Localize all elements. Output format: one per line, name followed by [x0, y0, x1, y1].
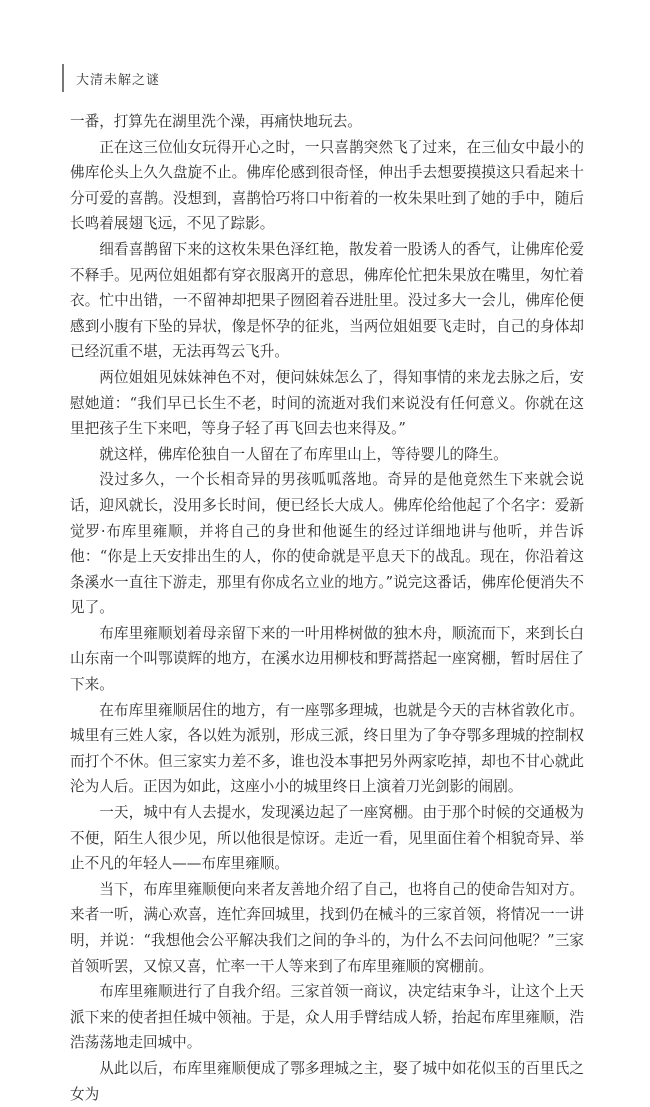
paragraph: 布库里雍顺划着母亲留下来的一叶用桦树做的独木舟，顺流而下，来到长白山东南一个叫鄂谟辉的地方，在溪水边用柳枝和野蒿搭起一座窝棚，暂时居住了下来。: [70, 624, 584, 694]
paragraph: 正在这三位仙女玩得开心之时，一只喜鹊突然飞了过来，在三仙女中最小的佛库伦头上久久盘旋不止。佛库伦感到很奇怪，伸出手去想要摸摸这只看起来十分可爱的喜鹊。没想到，喜鹊恰巧将口中衔着的一枚朱果吐到了她的手中，随后长鸣着展翅飞远，不见了踪影。: [70, 138, 584, 233]
paragraph: 一天，城中有人去提水，发现溪边起了一座窝棚。由于那个时候的交通极为不便，陌生人很少见，所以他很是惊讶。走近一看，见里面住着个相貌奇异、举止不凡的年轻人——布库里雍顺。: [70, 804, 584, 873]
paragraph: 两位姐姐见妹妹神色不对，便问妹妹怎么了，得知事情的来龙去脉之后，安慰她道：“我们早已长生不老，时间的流逝对我们来说没有任何意义。你就在这里把孩子生下来吧，等身子轻了再飞回去也来得及。”: [70, 368, 584, 438]
paragraph: 没过多久，一个长相奇异的男孩呱呱落地。奇异的是他竟然生下来就会说话，迎风就长，没用多长时间，便已经长大成人。佛库伦给他起了个名字：爱新觉罗·布库里雍顺，并将自己的身世和他诞生的经过详细地讲与他听，并告诉他：“你是上天安排出生的人，你的使命就是平息天下的战乱。现在，你沿着这条溪水一直往下游走，那里有你成名立业的地方。”说完这番话，佛库伦便消失不见了。: [70, 471, 584, 617]
paragraph: 在布库里雍顺居住的地方，有一座鄂多理城，也就是今天的吉林省敦化市。城里有三姓人家，各以姓为派别，形成三派，终日里为了争夺鄂多理城的控制权而打个不休。但三家实力差不多，谁也没本事把另外两家吃掉，却也不甘心就此沦为人后。正因为如此，这座小小的城里终日上演着刀光剑影的闹剧。: [70, 701, 584, 796]
paragraph: 细看喜鹊留下来的这枚朱果色泽红艳，散发着一股诱人的香气，让佛库伦爱不释手。见两位姐姐都有穿衣服离开的意思，佛库伦忙把朱果放在嘴里，匆忙着衣。忙中出错，一不留神却把果子囫囵着吞进肚里。没过多大一会儿，佛库伦便感到小腹有下坠的异状，像是怀孕的征兆，当两位姐姐要飞走时，自己的身体却已经沉重不堪，无法再驾云飞升。: [70, 240, 584, 361]
paragraph: 从此以后，布库里雍顺便成了鄂多理城之主，娶了城中如花似玉的百里氏之女为: [70, 1059, 584, 1103]
running-header: [62, 64, 160, 92]
header-title: 大清未解之谜: [76, 72, 161, 88]
body-text: [70, 109, 584, 1107]
paragraph: 布库里雍顺进行了自我介绍。三家首领一商议，决定结束争斗，让这个上天派下来的使者担任城中领袖。于是，众人用手臂结成人轿，抬起布库里雍顺，浩浩荡荡地走回城中。: [70, 983, 584, 1052]
paragraph: 就这样，佛库伦独自一人留在了布库里山上，等待婴儿的降生。: [99, 445, 508, 463]
header-divider: [62, 64, 64, 92]
paragraph-continued: 一番，打算先在湖里洗个澡，再痛快地玩去。: [70, 113, 362, 130]
paragraph: 当下，布库里雍顺便向来者友善地介绍了自己，也将自己的使命告知对方。来者一听，满心欢喜，连忙奔回城里，找到仍在械斗的三家首领，将情况一一讲明，并说：“我想他会公平解决我们之间的争斗的，为什么不去问问他呢？”三家首领听罢，又惊又喜，忙率一干人等来到了布库里雍顺的窝棚前。: [70, 880, 584, 975]
